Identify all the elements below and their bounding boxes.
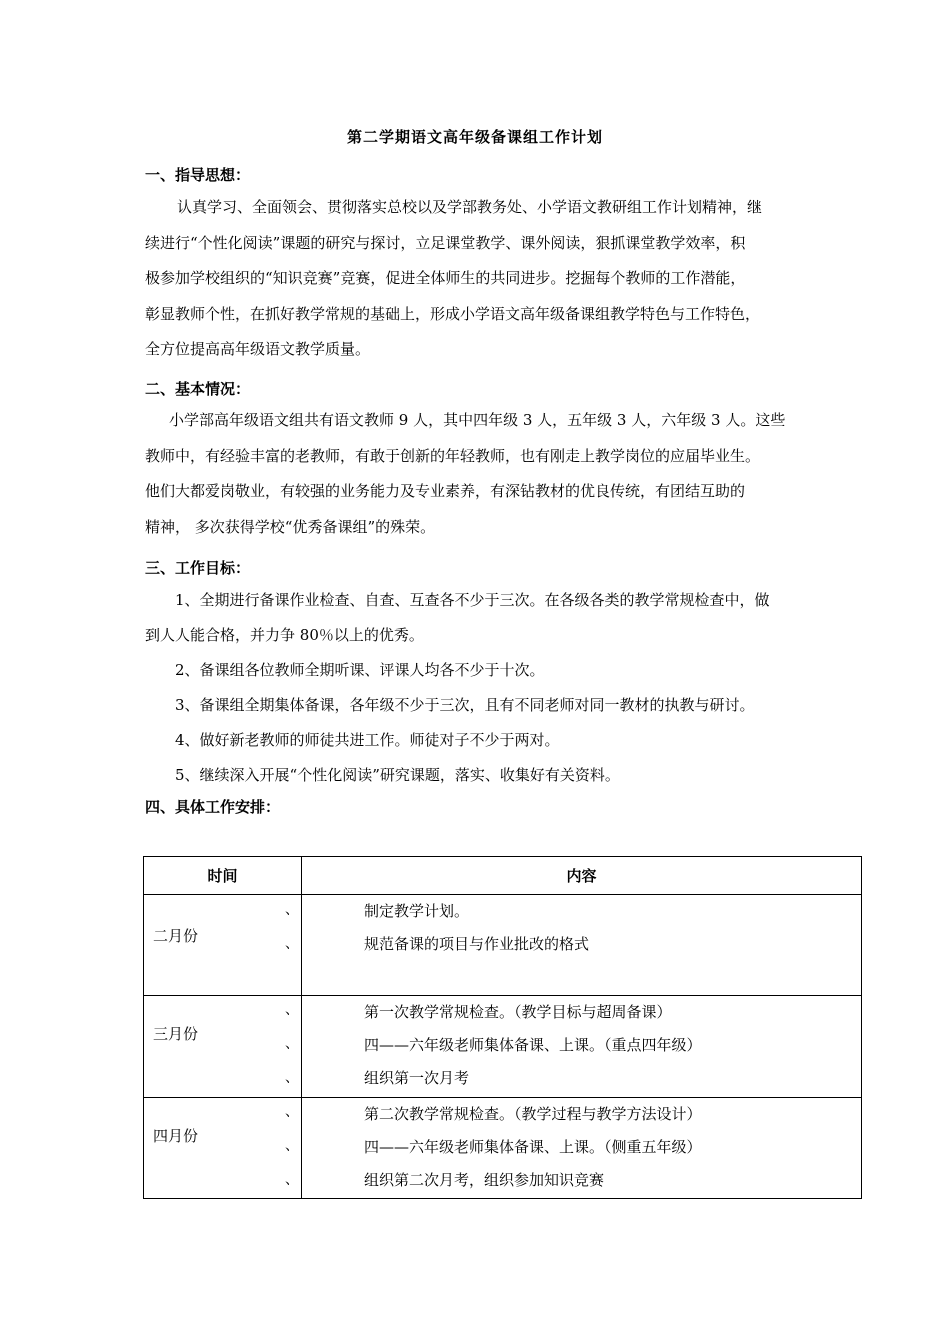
- content-cell: [302, 895, 862, 996]
- content-item: 第二次教学常规检查。（教学过程与教学方法设计）: [364, 1105, 702, 1123]
- content-item: 四——六年级老师集体备课、上课。（侧重五年级）: [364, 1138, 702, 1156]
- paragraph-line: 彰显教师个性，在抓好教学常规的基础上，形成小学语文高年级备课组教学特色与工作特色，: [145, 304, 761, 323]
- month-label: 三月份: [153, 1025, 199, 1043]
- section-heading-guiding-thought: 一、指导思想：: [145, 166, 251, 184]
- section-body-work-goals: [145, 583, 815, 793]
- paragraph-line: 精神， 多次获得学校“优秀备课组”的殊荣。: [145, 517, 436, 536]
- table-header-row: [144, 857, 862, 895]
- content-item: 四——六年级老师集体备课、上课。（重点四年级）: [364, 1036, 702, 1054]
- table-row: [144, 895, 862, 996]
- paragraph-line: 极参加学校组织的“知识竞赛”竞赛，促进全体师生的共同进步。挖掘每个教师的工作潜能，: [145, 269, 746, 287]
- content-item: 组织第一次月考: [364, 1069, 470, 1087]
- section-heading-work-schedule: 四、具体工作安排：: [145, 798, 281, 816]
- document-title: 第二学期语文高年级备课组工作计划: [346, 128, 603, 146]
- goal-line: 2、备课组各位教师全期听课、评课人均各不少于十次。: [175, 661, 545, 679]
- paragraph-line: 教师中，有经验丰富的老教师，有敢于创新的年轻教师，也有刚走上教学岗位的应届毕业生。: [145, 446, 761, 465]
- paragraph-line: 小学部高年级语文组共有语文教师 9 人，其中四年级 3 人，五年级 3 人，六年级 3 人。这些: [169, 411, 786, 429]
- table-row: [144, 1098, 862, 1199]
- list-mark: 、: [285, 1172, 299, 1188]
- time-cell: [144, 895, 302, 996]
- list-mark: 、: [285, 1070, 299, 1086]
- content-cell: [302, 996, 862, 1098]
- list-mark: 、: [285, 902, 299, 918]
- header-time: 时间: [144, 857, 302, 895]
- section-body-guiding-thought: [145, 190, 815, 368]
- content-item: 制定教学计划。: [364, 902, 470, 920]
- header-content: 内容: [302, 857, 862, 895]
- goal-line: 1、全期进行备课作业检查、自查、互查各不少于三次。在各级各类的教学常规检查中，做: [175, 591, 770, 609]
- content-item: 组织第二次月考，组织参加知识竞赛: [364, 1171, 605, 1189]
- list-mark: 、: [285, 1138, 299, 1154]
- list-mark: 、: [285, 1036, 299, 1052]
- goal-line: 4、做好新老教师的师徒共进工作。师徒对子不少于两对。: [175, 731, 560, 749]
- paragraph-line: 认真学习、全面领会、贯彻落实总校以及学部教务处、小学语文教研组工作计划精神，继: [177, 198, 763, 216]
- goal-line: 5、继续深入开展“个性化阅读”研究课题，落实、收集好有关资料。: [175, 766, 620, 784]
- goal-line: 3、备课组全期集体备课，各年级不少于三次，且有不同老师对同一教材的执教与研讨。: [175, 696, 755, 714]
- content-item: 规范备课的项目与作业批改的格式: [364, 935, 590, 953]
- list-mark: 、: [285, 936, 299, 952]
- list-mark: 、: [285, 1104, 299, 1120]
- month-label: 二月份: [153, 927, 199, 945]
- content-item: 第一次教学常规检查。（教学目标与超周备课）: [364, 1003, 672, 1021]
- content-cell: [302, 1098, 862, 1199]
- time-cell: [144, 1098, 302, 1199]
- goal-line: 到人人能合格，并力争 80％以上的优秀。: [145, 626, 424, 644]
- section-heading-work-goals: 三、工作目标：: [145, 559, 251, 577]
- schedule-table: [143, 856, 862, 1199]
- table-row: [144, 996, 862, 1098]
- section-body-basic-situation: [145, 403, 815, 545]
- time-cell: [144, 996, 302, 1098]
- month-label: 四月份: [153, 1127, 199, 1145]
- paragraph-line: 全方位提高高年级语文教学质量。: [145, 340, 371, 358]
- paragraph-line: 他们大都爱岗敬业，有较强的业务能力及专业素养，有深钻教材的优良传统，有团结互助的: [145, 482, 746, 500]
- list-mark: 、: [285, 1002, 299, 1018]
- section-heading-basic-situation: 二、基本情况：: [145, 380, 251, 398]
- paragraph-line: 续进行“个性化阅读”课题的研究与探讨，立足课堂教学、课外阅读，狠抓课堂教学效率，积: [145, 233, 746, 252]
